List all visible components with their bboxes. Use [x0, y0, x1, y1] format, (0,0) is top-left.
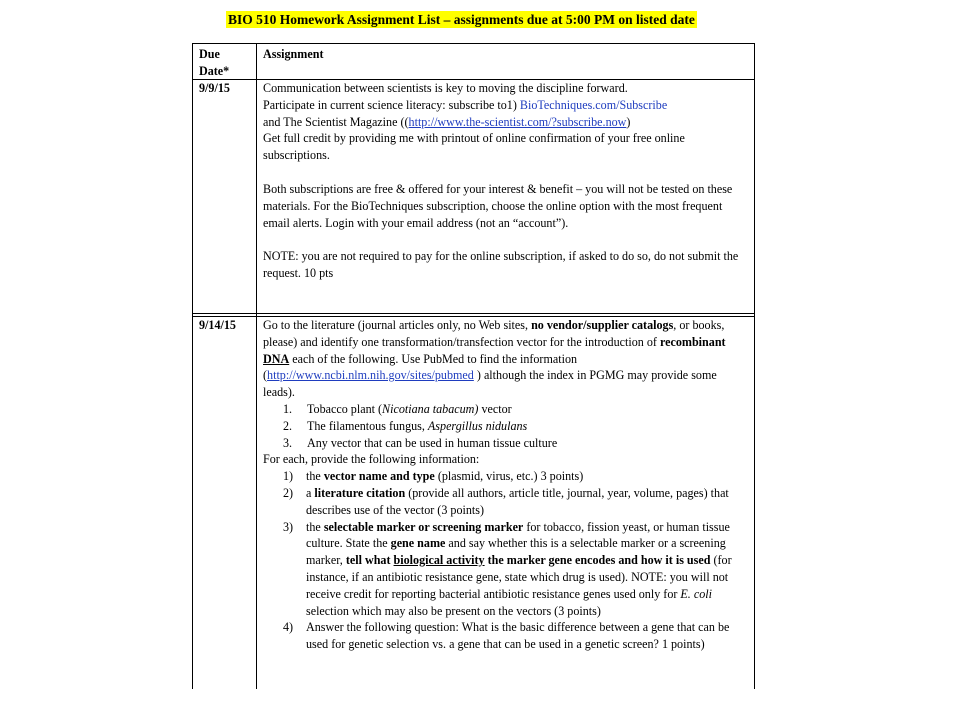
row1-date: 9/9/15 [199, 81, 230, 95]
requirements-list [263, 468, 749, 653]
scientist-link[interactable]: http://www.the-scientist.com/?subscribe.now [408, 114, 627, 129]
organism-list [263, 401, 749, 451]
row2-date: 9/14/15 [199, 318, 236, 332]
row1-paragraph-1: Communication between scientists is key to moving the discipline forward. Participate in current science literacy: subscribe to1) BioTechniques.com/Subscribe and The Scientist Magazine ((http://www.the-scientist.com/?subscribe.now) Get full credit by providing me with printout of online confirmation of your free online subscriptions. [263, 81, 685, 163]
list-item: 1) the vector name and type (plasmid, virus, etc.) 3 points) [283, 469, 584, 484]
due-date-header: Due Date* [199, 47, 230, 78]
row2-assignment [263, 317, 749, 653]
pubmed-link[interactable]: http://www.ncbi.nlm.nih.gov/sites/pubmed [267, 368, 474, 383]
list-item: 1. Tobacco plant (Nicotiana tabacum) vector [283, 401, 512, 416]
biotechniques-link[interactable]: BioTechniques.com/Subscribe [519, 97, 668, 112]
list-item: 3. Any vector that can be used in human tissue culture [283, 435, 558, 450]
page-title: BIO 510 Homework Assignment List – assignments due at 5:00 PM on listed date [228, 12, 695, 27]
row-divider-1 [193, 313, 754, 314]
row1-assignment [263, 80, 749, 282]
row1-paragraph-3: NOTE: you are not required to pay for the online subscription, if asked to do so, do not submit the request. 10 pts [263, 249, 739, 281]
assignment-header: Assignment [263, 47, 324, 61]
row1-paragraph-2: Both subscriptions are free & offered for your interest & benefit – you will not be tested on these materials. For the BioTechniques subscription, choose the online option with the most frequent email alerts. Login with your email address (not an “account”). [263, 181, 733, 230]
list-item: 3) the selectable marker or screening marker for tobacco, fission yeast, or human tissue culture. State the gene name and say whether this is a selectable marker or a screening marker, tell what biological activity the marker gene encodes and how it is used (for instance, if an antibiotic resistance gene, state which drug is used). NOTE: you will not receive credit for reporting bacterial antibiotic resistance genes used only for E. coli selection which may also be present on the vectors (3 points) [283, 519, 732, 618]
column-divider [256, 44, 257, 689]
for-each-label: For each, provide the following information: [263, 452, 480, 467]
row2-intro: Go to the literature (journal articles only, no Web sites, no vendor/supplier catalogs, or books, please) and identify one transformation/transfection vector for the introduction of recombinant DNA each of the following. Use PubMed to find the information (http://www.ncbi.nlm.nih.gov/sites/pubmed ) although the index in PGMG may provide some leads). [263, 318, 726, 400]
list-item: 2) a literature citation (provide all authors, article title, journal, year, volume, pages) that describes use of the vector (3 points) [283, 485, 729, 517]
list-item: 4) Answer the following question: What is the basic difference between a gene that can be used for genetic selection vs. a gene that can be used in a genetic screen? 1 points) [283, 620, 730, 652]
assignment-table [192, 43, 755, 689]
list-item: 2. The filamentous fungus, Aspergillus nidulans [283, 418, 528, 433]
